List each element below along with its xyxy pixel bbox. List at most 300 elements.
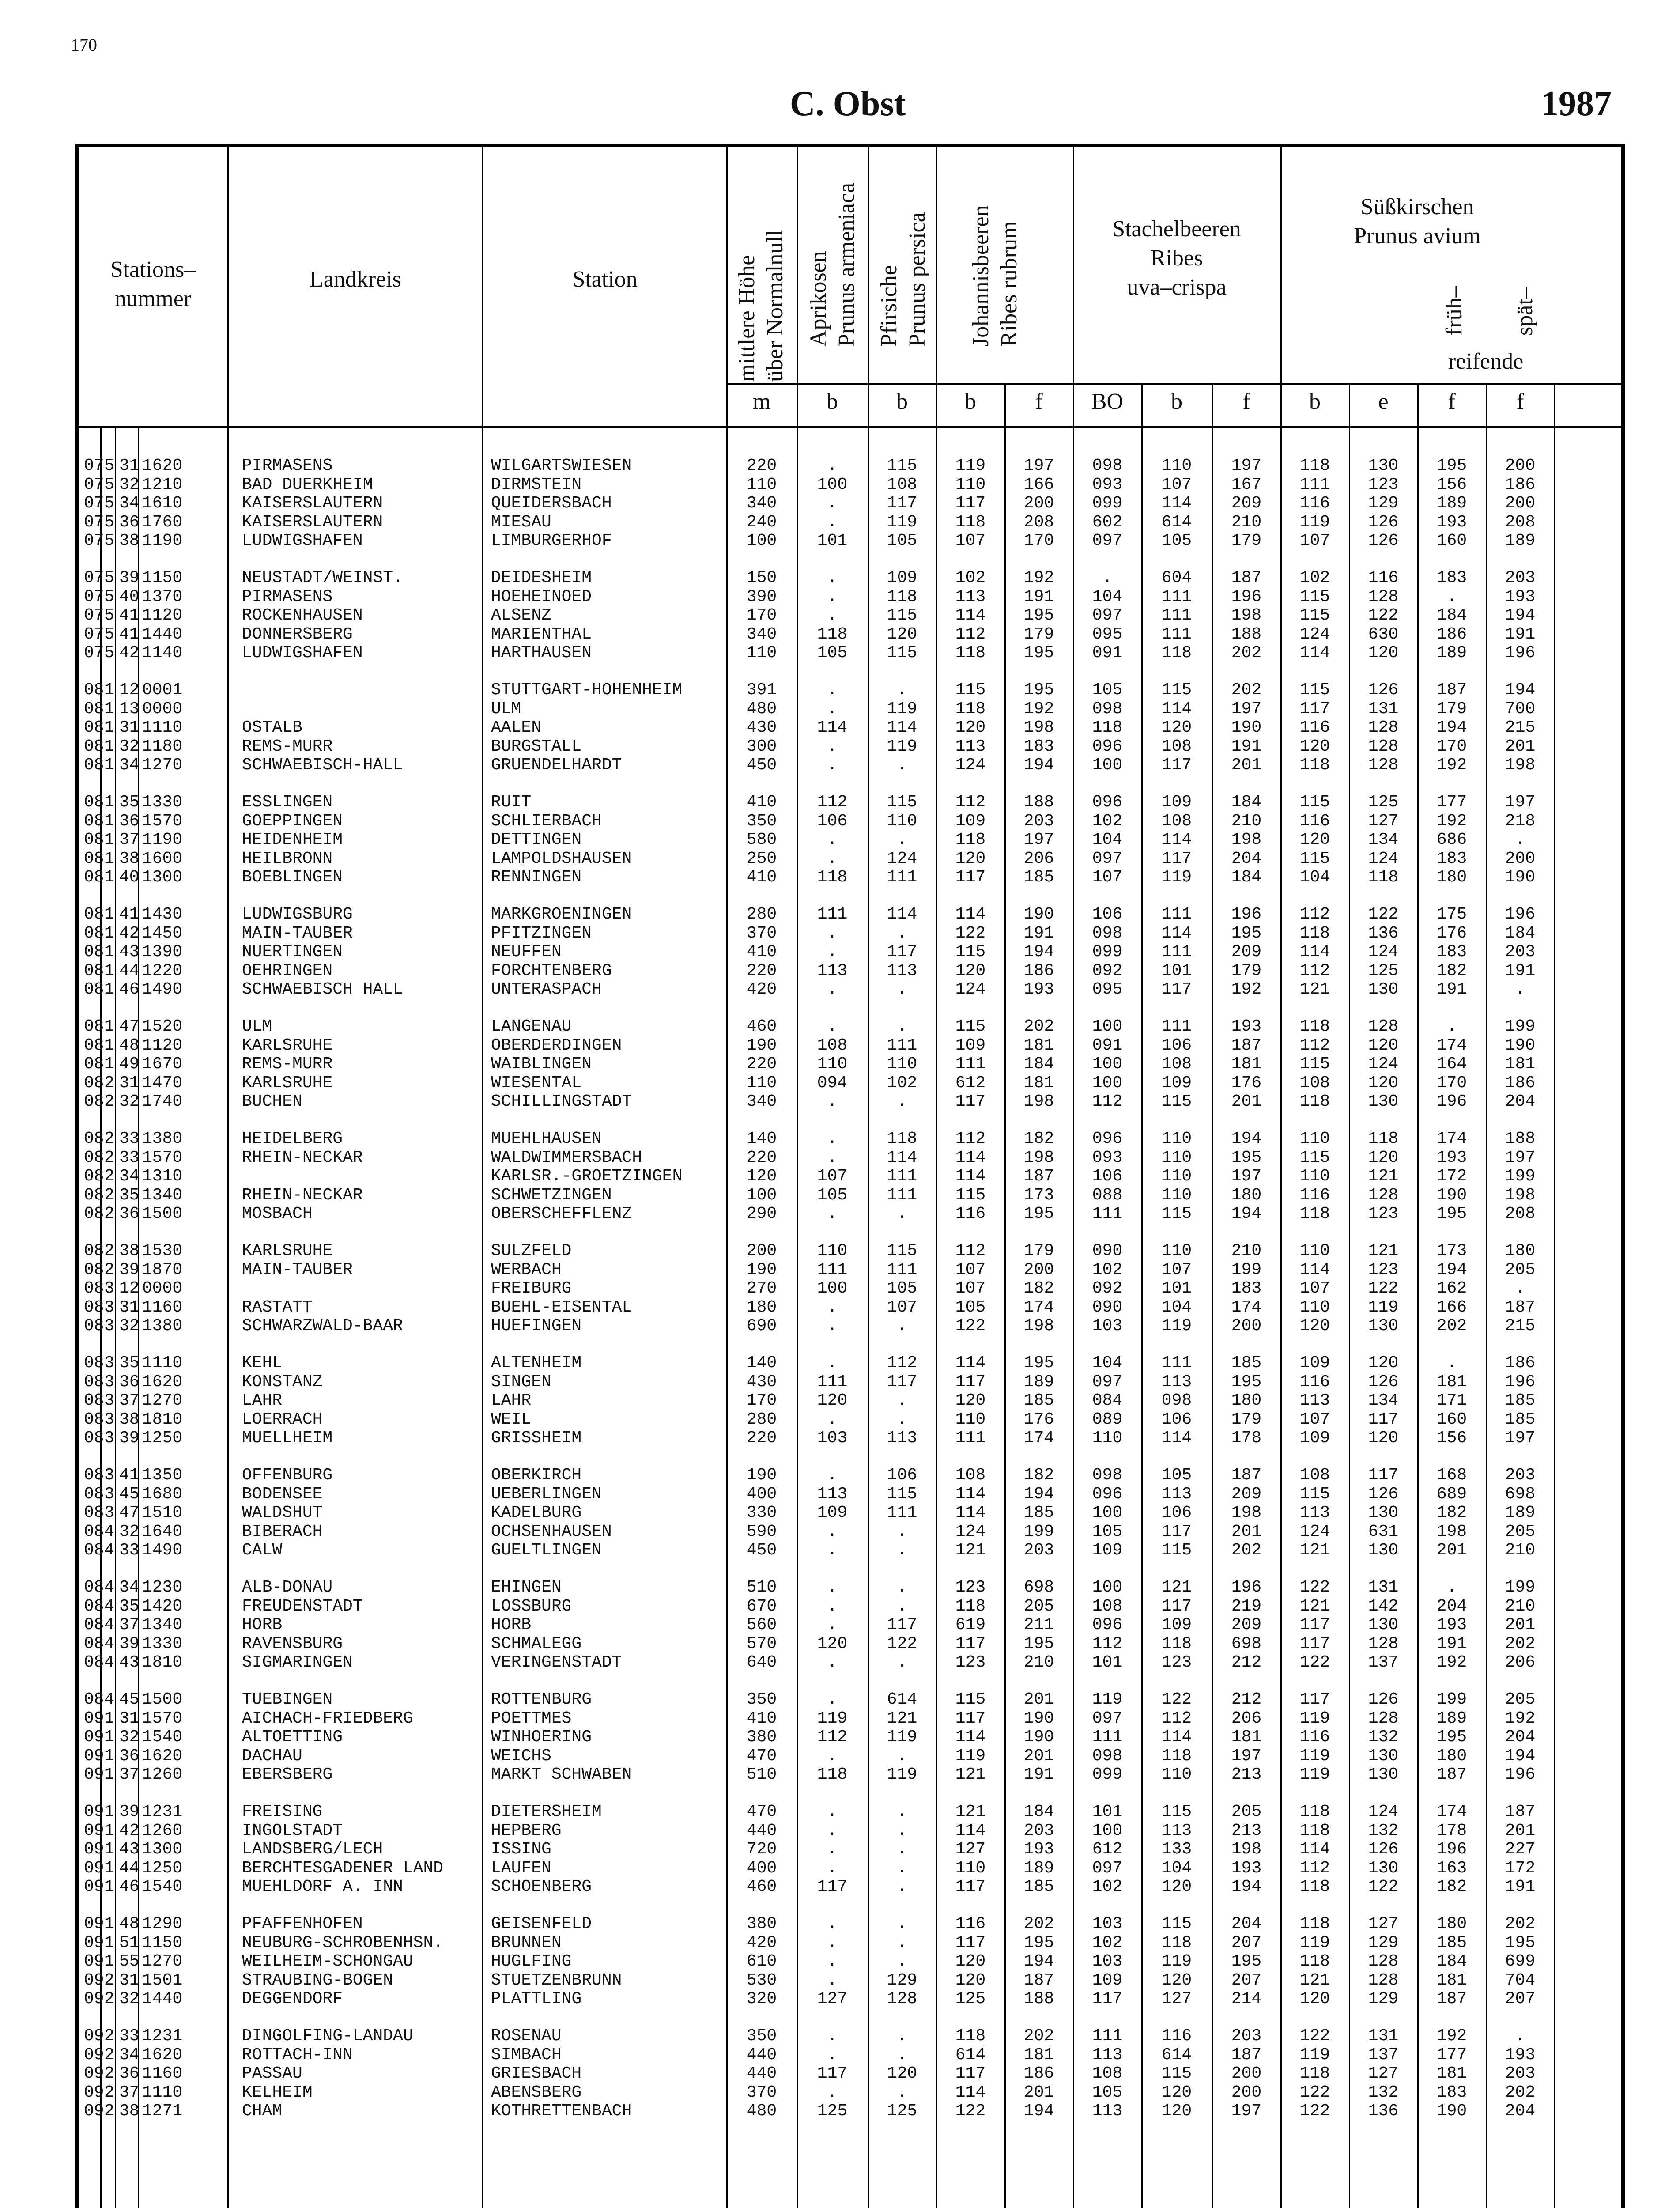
unit-kirsch-f2: f bbox=[1516, 389, 1524, 414]
cell-stachel-bo: 104 bbox=[1092, 1354, 1123, 1372]
cell-johannis-f: 195 bbox=[1023, 1933, 1054, 1952]
cell-hoehe: 440 bbox=[746, 1821, 777, 1840]
cell-johannis-b: 114 bbox=[955, 1484, 986, 1504]
table-row bbox=[0, 2064, 1680, 2083]
cell-kirsch-f1: 182 bbox=[1436, 961, 1467, 980]
cell-kirsch-f1: 183 bbox=[1436, 2083, 1467, 2102]
cell-land: 09 bbox=[84, 1709, 104, 1728]
table-row bbox=[0, 1709, 1680, 1728]
cell-kirsch-f2: 191 bbox=[1505, 1877, 1536, 1897]
cell-stachel-bo: 092 bbox=[1092, 1279, 1123, 1298]
cell-district: 31 bbox=[119, 1073, 140, 1093]
cell-number: 1390 bbox=[142, 942, 183, 962]
cell-kirsch-e: 119 bbox=[1368, 1297, 1399, 1317]
cell-region: 1 bbox=[104, 681, 114, 699]
cell-pfirsiche: 120 bbox=[887, 2064, 917, 2083]
cell-hoehe: 300 bbox=[746, 737, 777, 756]
cell-aprikosen: . bbox=[827, 2027, 838, 2045]
header-station: Station bbox=[572, 267, 638, 292]
cell-hoehe: 150 bbox=[746, 568, 777, 587]
cell-station: MUEHLHAUSEN bbox=[491, 1129, 602, 1148]
cell-hoehe: 190 bbox=[746, 1036, 777, 1055]
cell-stachel-bo: 112 bbox=[1092, 1634, 1123, 1653]
cell-kirsch-e: 120 bbox=[1368, 1429, 1399, 1448]
cell-region: 5 bbox=[104, 531, 114, 551]
cell-johannis-f: 193 bbox=[1023, 980, 1054, 999]
cell-hoehe: 100 bbox=[746, 1185, 777, 1205]
cell-aprikosen: 113 bbox=[817, 1484, 848, 1504]
cell-land: 08 bbox=[84, 849, 104, 868]
cell-stachel-bo: 100 bbox=[1092, 1503, 1123, 1523]
cell-region: 1 bbox=[104, 1802, 114, 1821]
cell-kirsch-f2: 210 bbox=[1505, 1541, 1536, 1560]
cell-district: 32 bbox=[119, 1728, 140, 1747]
table-row bbox=[0, 1093, 1680, 1112]
cell-district: 38 bbox=[119, 2102, 140, 2121]
cell-region: 5 bbox=[104, 475, 114, 494]
cell-number: 1450 bbox=[142, 923, 183, 943]
cell-number: 1640 bbox=[142, 1522, 183, 1541]
cell-stachel-b: 107 bbox=[1161, 1260, 1192, 1279]
cell-number: 1530 bbox=[142, 1241, 183, 1260]
cell-hoehe: 410 bbox=[746, 942, 777, 962]
cell-stachel-f: 195 bbox=[1231, 1148, 1262, 1167]
cell-land: 08 bbox=[84, 1073, 104, 1093]
cell-kirsch-f1: 193 bbox=[1436, 1615, 1467, 1635]
cell-kirsch-b: 112 bbox=[1299, 905, 1330, 924]
cell-kirsch-b: 122 bbox=[1299, 1578, 1330, 1597]
cell-kirsch-f1: 180 bbox=[1436, 1746, 1467, 1766]
cell-johannis-f: 201 bbox=[1023, 1746, 1054, 1766]
cell-kirsch-b: 113 bbox=[1299, 1503, 1330, 1523]
cell-stachel-bo: 100 bbox=[1092, 756, 1123, 775]
cell-district: 31 bbox=[119, 1297, 140, 1317]
cell-district: 39 bbox=[119, 1802, 140, 1821]
cell-aprikosen: . bbox=[827, 1933, 838, 1952]
cell-kirsch-f1: 192 bbox=[1436, 756, 1467, 775]
cell-kirsch-f2: 196 bbox=[1505, 905, 1536, 924]
cell-johannis-b: 118 bbox=[955, 643, 986, 663]
table-row bbox=[0, 1803, 1680, 1822]
cell-land: 08 bbox=[84, 1653, 104, 1672]
cell-kirsch-f1: 195 bbox=[1436, 1204, 1467, 1224]
cell-kirsch-b: 114 bbox=[1299, 942, 1330, 962]
cell-district: 43 bbox=[119, 1840, 140, 1859]
cell-kirsch-e: 136 bbox=[1368, 2102, 1399, 2121]
cell-kirsch-e: 123 bbox=[1368, 475, 1399, 494]
cell-johannis-f: 190 bbox=[1023, 905, 1054, 924]
cell-johannis-b: 107 bbox=[955, 1260, 986, 1279]
cell-station: HORB bbox=[491, 1615, 532, 1635]
cell-stachel-bo: 104 bbox=[1092, 830, 1123, 850]
cell-stachel-f: 199 bbox=[1231, 1260, 1262, 1279]
cell-station: SULZFELD bbox=[491, 1241, 572, 1260]
table-row bbox=[0, 1990, 1680, 2009]
cell-region: 5 bbox=[104, 624, 114, 644]
cell-kirsch-b: 114 bbox=[1299, 643, 1330, 663]
cell-land: 08 bbox=[84, 1372, 104, 1391]
cell-johannis-b: 114 bbox=[955, 1354, 986, 1372]
cell-aprikosen: . bbox=[827, 830, 838, 850]
cell-johannis-b: 113 bbox=[955, 737, 986, 756]
cell-stachel-bo: 096 bbox=[1092, 793, 1123, 812]
cell-kirsch-e: 126 bbox=[1368, 1690, 1399, 1709]
table-row bbox=[0, 1317, 1680, 1336]
cell-region: 4 bbox=[104, 1596, 114, 1616]
cell-hoehe: 190 bbox=[746, 1466, 777, 1485]
cell-kirsch-f1: 198 bbox=[1436, 1522, 1467, 1541]
cell-number: 1540 bbox=[142, 1877, 183, 1897]
cell-johannis-b: 118 bbox=[955, 2027, 986, 2045]
cell-johannis-f: 191 bbox=[1023, 587, 1054, 606]
table-row bbox=[0, 1541, 1680, 1560]
cell-district: 43 bbox=[119, 942, 140, 962]
cell-region: 1 bbox=[104, 1728, 114, 1747]
cell-kirsch-e: 120 bbox=[1368, 1073, 1399, 1093]
cell-stachel-bo: 104 bbox=[1092, 587, 1123, 606]
cell-pfirsiche: 108 bbox=[887, 475, 917, 494]
cell-stachel-b: 115 bbox=[1161, 2064, 1192, 2083]
cell-region: 1 bbox=[104, 811, 114, 831]
cell-aprikosen: 101 bbox=[817, 531, 848, 551]
cell-land: 09 bbox=[84, 2102, 104, 2121]
cell-land: 07 bbox=[84, 494, 104, 513]
cell-kirsch-f2: 196 bbox=[1505, 643, 1536, 663]
cell-stachel-b: 105 bbox=[1161, 531, 1192, 551]
cell-stachel-bo: 102 bbox=[1092, 1877, 1123, 1897]
cell-aprikosen: . bbox=[827, 1129, 838, 1148]
cell-kirsch-b: 124 bbox=[1299, 1522, 1330, 1541]
cell-kirsch-f1: 191 bbox=[1436, 980, 1467, 999]
unit-stachel-bo: BO bbox=[1091, 389, 1124, 414]
cell-hoehe: 410 bbox=[746, 793, 777, 812]
cell-johannis-f: 202 bbox=[1023, 1017, 1054, 1036]
cell-johannis-f: 176 bbox=[1023, 1410, 1054, 1429]
cell-landkreis: RHEIN-NECKAR bbox=[242, 1148, 363, 1167]
cell-hoehe: 640 bbox=[746, 1653, 777, 1672]
cell-aprikosen: 111 bbox=[817, 1260, 848, 1279]
cell-land: 08 bbox=[84, 1690, 104, 1709]
cell-stachel-f: 190 bbox=[1231, 718, 1262, 737]
cell-stachel-bo: 102 bbox=[1092, 1933, 1123, 1952]
cell-landkreis: LAHR bbox=[242, 1391, 283, 1410]
cell-stachel-b: 108 bbox=[1161, 737, 1192, 756]
cell-stachel-f: 197 bbox=[1231, 1746, 1262, 1766]
cell-kirsch-b: 119 bbox=[1299, 1709, 1330, 1728]
cell-region: 1 bbox=[104, 756, 114, 775]
cell-stachel-b: 115 bbox=[1161, 1541, 1192, 1560]
cell-station: SCHLIERBACH bbox=[491, 811, 602, 831]
cell-number: 1670 bbox=[142, 1055, 183, 1074]
cell-district: 35 bbox=[119, 793, 140, 812]
cell-aprikosen: . bbox=[827, 849, 838, 868]
cell-stachel-f: 187 bbox=[1231, 1466, 1262, 1485]
cell-kirsch-b: 119 bbox=[1299, 512, 1330, 532]
cell-kirsch-f2: 187 bbox=[1505, 1802, 1536, 1821]
cell-landkreis: OFFENBURG bbox=[242, 1466, 333, 1485]
cell-district: 13 bbox=[119, 699, 140, 718]
cell-pfirsiche: . bbox=[897, 1092, 907, 1112]
cell-landkreis: MOSBACH bbox=[242, 1204, 313, 1224]
cell-region: 1 bbox=[104, 923, 114, 943]
cell-johannis-f: 186 bbox=[1023, 2064, 1054, 2083]
cell-land: 08 bbox=[84, 1092, 104, 1112]
cell-aprikosen: . bbox=[827, 1596, 838, 1616]
cell-kirsch-f2: 193 bbox=[1505, 2045, 1536, 2064]
cell-kirsch-f1: 179 bbox=[1436, 699, 1467, 718]
cell-kirsch-b: 112 bbox=[1299, 961, 1330, 980]
cell-johannis-f: 194 bbox=[1023, 1952, 1054, 1971]
cell-pfirsiche: . bbox=[897, 1653, 907, 1672]
cell-stachel-bo: 097 bbox=[1092, 531, 1123, 551]
cell-kirsch-f1: 186 bbox=[1436, 624, 1467, 644]
cell-landkreis: SIGMARINGEN bbox=[242, 1653, 353, 1672]
table-row bbox=[0, 905, 1680, 924]
cell-stachel-bo: 098 bbox=[1092, 1466, 1123, 1485]
cell-hoehe: 140 bbox=[746, 1354, 777, 1372]
cell-kirsch-b: 115 bbox=[1299, 606, 1330, 625]
cell-region: 1 bbox=[104, 830, 114, 850]
cell-aprikosen: 111 bbox=[817, 905, 848, 924]
cell-johannis-b: 122 bbox=[955, 923, 986, 943]
cell-land: 08 bbox=[84, 1055, 104, 1074]
cell-kirsch-f1: 194 bbox=[1436, 718, 1467, 737]
cell-kirsch-e: 132 bbox=[1368, 1821, 1399, 1840]
cell-johannis-b: 120 bbox=[955, 718, 986, 737]
cell-stachel-b: 111 bbox=[1161, 624, 1192, 644]
cell-johannis-f: 698 bbox=[1023, 1578, 1054, 1597]
cell-kirsch-e: 116 bbox=[1368, 568, 1399, 587]
table-row bbox=[0, 1466, 1680, 1485]
cell-stachel-f: 174 bbox=[1231, 1297, 1262, 1317]
cell-kirsch-b: 112 bbox=[1299, 1858, 1330, 1878]
cell-number: 1110 bbox=[142, 1354, 183, 1372]
cell-kirsch-f1: 174 bbox=[1436, 1036, 1467, 1055]
cell-region: 4 bbox=[104, 1522, 114, 1541]
cell-stachel-b: 113 bbox=[1161, 1484, 1192, 1504]
cell-kirsch-f2: 188 bbox=[1505, 1129, 1536, 1148]
cell-stachel-f: 180 bbox=[1231, 1391, 1262, 1410]
cell-johannis-b: 114 bbox=[955, 1821, 986, 1840]
cell-landkreis: BODENSEE bbox=[242, 1484, 323, 1504]
cell-land: 08 bbox=[84, 1410, 104, 1429]
cell-pfirsiche: . bbox=[897, 1596, 907, 1616]
cell-johannis-b: 112 bbox=[955, 624, 986, 644]
cell-stachel-b: 104 bbox=[1161, 1297, 1192, 1317]
cell-region: 2 bbox=[104, 2102, 114, 2121]
cell-kirsch-b: 118 bbox=[1299, 1877, 1330, 1897]
cell-kirsch-f2: 210 bbox=[1505, 1596, 1536, 1616]
cell-aprikosen: 112 bbox=[817, 793, 848, 812]
cell-stachel-bo: 090 bbox=[1092, 1241, 1123, 1260]
cell-johannis-b: 117 bbox=[955, 1372, 986, 1391]
cell-hoehe: 430 bbox=[746, 718, 777, 737]
cell-land: 08 bbox=[84, 942, 104, 962]
cell-johannis-f: 197 bbox=[1023, 456, 1054, 475]
cell-stachel-f: 187 bbox=[1231, 1036, 1262, 1055]
cell-pfirsiche: 107 bbox=[887, 1297, 917, 1317]
cell-land: 09 bbox=[84, 1821, 104, 1840]
cell-district: 42 bbox=[119, 1821, 140, 1840]
cell-district: 55 bbox=[119, 1952, 140, 1971]
cell-kirsch-f1: 202 bbox=[1436, 1316, 1467, 1336]
cell-landkreis: HEIDENHEIM bbox=[242, 830, 343, 850]
cell-kirsch-b: 116 bbox=[1299, 1728, 1330, 1747]
cell-land: 07 bbox=[84, 643, 104, 663]
cell-johannis-b: 118 bbox=[955, 830, 986, 850]
cell-stachel-b: 117 bbox=[1161, 1522, 1192, 1541]
cell-kirsch-f2: 208 bbox=[1505, 512, 1536, 532]
cell-hoehe: 380 bbox=[746, 1914, 777, 1933]
cell-region: 1 bbox=[104, 942, 114, 962]
cell-pfirsiche: 114 bbox=[887, 718, 917, 737]
cell-number: 0000 bbox=[142, 699, 183, 718]
cell-station: GRISSHEIM bbox=[491, 1429, 582, 1448]
cell-stachel-bo: 093 bbox=[1092, 475, 1123, 494]
cell-number: 0001 bbox=[142, 681, 183, 699]
cell-landkreis: LUDWIGSHAFEN bbox=[242, 643, 363, 663]
cell-stachel-b: 111 bbox=[1161, 1017, 1192, 1036]
header-spaet: spät– bbox=[1512, 287, 1537, 336]
cell-johannis-f: 194 bbox=[1023, 1484, 1054, 1504]
cell-pfirsiche: 119 bbox=[887, 699, 917, 718]
cell-kirsch-e: 128 bbox=[1368, 756, 1399, 775]
cell-pfirsiche: . bbox=[897, 980, 907, 999]
cell-hoehe: 530 bbox=[746, 1970, 777, 1990]
cell-kirsch-e: 130 bbox=[1368, 1503, 1399, 1523]
cell-region: 1 bbox=[104, 737, 114, 756]
cell-pfirsiche: 106 bbox=[887, 1466, 917, 1485]
cell-landkreis: WEILHEIM-SCHONGAU bbox=[242, 1952, 413, 1971]
cell-stachel-b: 110 bbox=[1161, 1129, 1192, 1148]
cell-hoehe: 100 bbox=[746, 531, 777, 551]
cell-hoehe: 510 bbox=[746, 1578, 777, 1597]
cell-stachel-bo: 097 bbox=[1092, 1372, 1123, 1391]
cell-number: 1520 bbox=[142, 1017, 183, 1036]
table-row bbox=[0, 2102, 1680, 2121]
cell-hoehe: 450 bbox=[746, 756, 777, 775]
cell-kirsch-b: 119 bbox=[1299, 1933, 1330, 1952]
cell-kirsch-f2: 187 bbox=[1505, 1297, 1536, 1317]
cell-stachel-f: 180 bbox=[1231, 1185, 1262, 1205]
cell-kirsch-e: 131 bbox=[1368, 2027, 1399, 2045]
cell-kirsch-e: 137 bbox=[1368, 2045, 1399, 2064]
cell-stachel-f: 209 bbox=[1231, 1484, 1262, 1504]
cell-stachel-f: 179 bbox=[1231, 961, 1262, 980]
cell-number: 1501 bbox=[142, 1970, 183, 1990]
cell-kirsch-f2: 199 bbox=[1505, 1578, 1536, 1597]
cell-johannis-b: 114 bbox=[955, 1503, 986, 1523]
cell-hoehe: 240 bbox=[746, 512, 777, 532]
cell-landkreis: NUERTINGEN bbox=[242, 942, 343, 962]
cell-land: 08 bbox=[84, 1354, 104, 1372]
cell-number: 1350 bbox=[142, 1466, 183, 1485]
cell-johannis-b: 124 bbox=[955, 756, 986, 775]
cell-region: 3 bbox=[104, 1503, 114, 1523]
cell-aprikosen: . bbox=[827, 1204, 838, 1224]
cell-region: 2 bbox=[104, 1185, 114, 1205]
cell-kirsch-f1: 201 bbox=[1436, 1541, 1467, 1560]
cell-kirsch-b: 113 bbox=[1299, 1391, 1330, 1410]
cell-station: ISSING bbox=[491, 1840, 551, 1859]
cell-station: ALSENZ bbox=[491, 606, 551, 625]
cell-kirsch-e: 120 bbox=[1368, 643, 1399, 663]
cell-district: 36 bbox=[119, 1372, 140, 1391]
table-row bbox=[0, 1485, 1680, 1504]
cell-stachel-b: 118 bbox=[1161, 1933, 1192, 1952]
table-row bbox=[0, 1074, 1680, 1093]
cell-station: BRUNNEN bbox=[491, 1933, 562, 1952]
cell-region: 4 bbox=[104, 1578, 114, 1597]
cell-pfirsiche: 120 bbox=[887, 624, 917, 644]
cell-number: 1510 bbox=[142, 1503, 183, 1523]
cell-kirsch-f1: 164 bbox=[1436, 1055, 1467, 1074]
cell-johannis-b: 114 bbox=[955, 1148, 986, 1167]
cell-region: 5 bbox=[104, 512, 114, 532]
cell-number: 1380 bbox=[142, 1316, 183, 1336]
cell-kirsch-f1: 193 bbox=[1436, 512, 1467, 532]
cell-johannis-f: 182 bbox=[1023, 1279, 1054, 1298]
cell-landkreis: PFAFFENHOFEN bbox=[242, 1914, 363, 1933]
cell-land: 09 bbox=[84, 1728, 104, 1747]
cell-kirsch-f2: 197 bbox=[1505, 793, 1536, 812]
cell-kirsch-e: 127 bbox=[1368, 1914, 1399, 1933]
cell-number: 1620 bbox=[142, 2045, 183, 2064]
table-row bbox=[0, 1747, 1680, 1766]
cell-kirsch-e: 631 bbox=[1368, 1522, 1399, 1541]
cell-johannis-b: 119 bbox=[955, 1746, 986, 1766]
cell-stachel-b: 113 bbox=[1161, 1821, 1192, 1840]
cell-land: 08 bbox=[84, 681, 104, 699]
cell-kirsch-b: 117 bbox=[1299, 1690, 1330, 1709]
cell-stachel-bo: 097 bbox=[1092, 606, 1123, 625]
table-row bbox=[0, 850, 1680, 869]
cell-kirsch-f2: 201 bbox=[1505, 1821, 1536, 1840]
cell-hoehe: 120 bbox=[746, 1167, 777, 1186]
cell-kirsch-e: 125 bbox=[1368, 793, 1399, 812]
cell-johannis-b: 120 bbox=[955, 1391, 986, 1410]
table-row bbox=[0, 1149, 1680, 1168]
cell-landkreis: BERCHTESGADENER LAND bbox=[242, 1858, 444, 1878]
cell-district: 41 bbox=[119, 1466, 140, 1485]
cell-stachel-bo: 103 bbox=[1092, 1952, 1123, 1971]
cell-station: OBERSCHEFFLENZ bbox=[491, 1204, 632, 1224]
cell-stachel-bo: 602 bbox=[1092, 512, 1123, 532]
cell-region: 3 bbox=[104, 1429, 114, 1448]
cell-number: 1870 bbox=[142, 1260, 183, 1279]
table-row bbox=[0, 513, 1680, 532]
cell-kirsch-f1: 189 bbox=[1436, 643, 1467, 663]
cell-land: 08 bbox=[84, 868, 104, 887]
cell-kirsch-b: 118 bbox=[1299, 923, 1330, 943]
cell-johannis-f: 188 bbox=[1023, 793, 1054, 812]
cell-johannis-f: 185 bbox=[1023, 1391, 1054, 1410]
cell-hoehe: 590 bbox=[746, 1522, 777, 1541]
cell-stachel-f: 200 bbox=[1231, 2083, 1262, 2102]
cell-land: 08 bbox=[84, 1297, 104, 1317]
cell-station: RENNINGEN bbox=[491, 868, 582, 887]
cell-land: 07 bbox=[84, 475, 104, 494]
cell-aprikosen: . bbox=[827, 1410, 838, 1429]
cell-land: 09 bbox=[84, 1933, 104, 1952]
cell-kirsch-e: 126 bbox=[1368, 1840, 1399, 1859]
cell-district: 49 bbox=[119, 1055, 140, 1074]
cell-land: 08 bbox=[84, 1466, 104, 1485]
cell-region: 3 bbox=[104, 1391, 114, 1410]
cell-station: UEBERLINGEN bbox=[491, 1484, 602, 1504]
cell-stachel-f: 181 bbox=[1231, 1728, 1262, 1747]
cell-kirsch-f2: 172 bbox=[1505, 1858, 1536, 1878]
